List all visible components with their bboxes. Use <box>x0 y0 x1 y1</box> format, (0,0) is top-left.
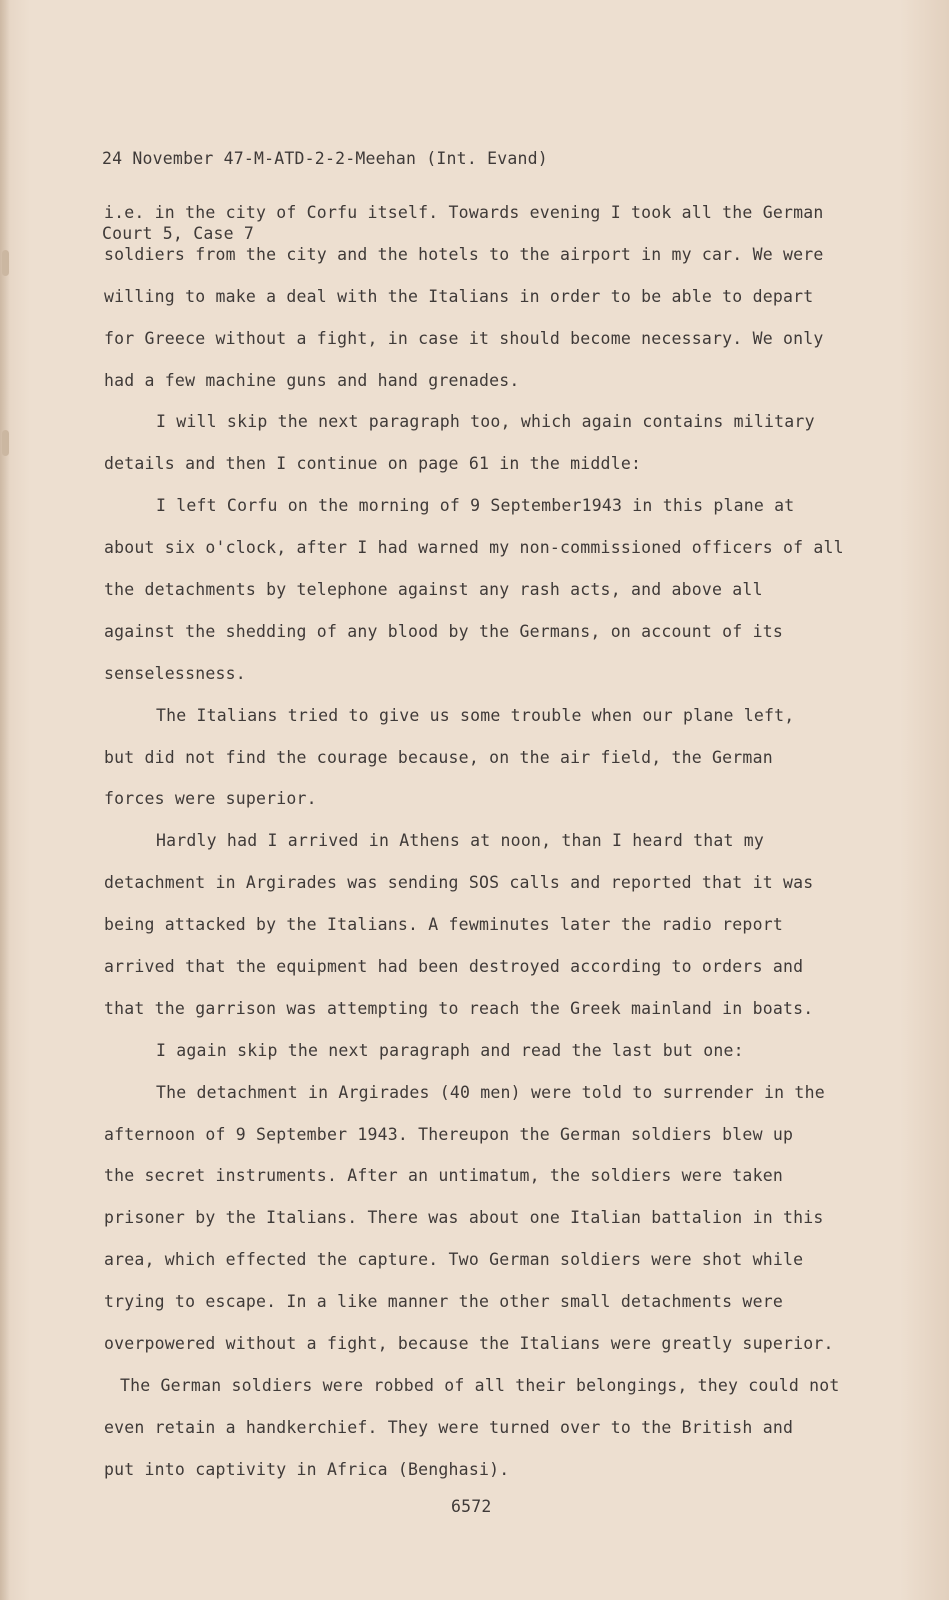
text-line: afternoon of 9 September 1943. Thereupon the German soldiers blew up <box>104 1124 794 1144</box>
text-line: being attacked by the Italians. A fewminutes later the radio report <box>104 915 783 935</box>
text-line: about six o'clock, after I had warned my non-commissioned officers of all <box>104 538 844 558</box>
text-line: i.e. in the city of Corfu itself. Towards evening I took all the German <box>104 203 824 222</box>
text-line: for Greece without a fight, in case it should become necessary. We only <box>104 328 824 348</box>
text-line: senselessness. <box>104 663 246 683</box>
text-line: soldiers from the city and the hotels to the airport in my car. We were <box>104 244 824 264</box>
transcript-body <box>104 192 844 1491</box>
page-left-edge <box>0 0 10 1600</box>
text-line: trying to escape. In a like manner the other small detachments were <box>104 1292 783 1312</box>
paragraph-start-line: I left Corfu on the morning of 9 September1943 in this plane at <box>156 496 795 516</box>
text-line: that the garrison was attempting to reach the Greek mainland in boats. <box>104 998 814 1018</box>
text-line: willing to make a deal with the Italians in order to be able to depart <box>104 286 814 306</box>
text-line: details and then I continue on page 61 in the middle: <box>104 454 642 474</box>
paragraph-start-line: The Italians tried to give us some trouble when our plane left, <box>156 705 795 725</box>
text-line: had a few machine guns and hand grenades. <box>104 370 520 390</box>
paragraph-start-line: The detachment in Argirades (40 men) were told to surrender in the <box>156 1082 825 1102</box>
paragraph-start-line: I again skip the next paragraph and read the last but one: <box>156 1040 744 1060</box>
paragraph-start-line: The German soldiers were robbed of all their belongings, they could not <box>120 1375 840 1395</box>
paragraph-start-line: Hardly had I arrived in Athens at noon, than I heard that my <box>156 831 765 851</box>
text-line: the secret instruments. After an untimatum, the soldiers were taken <box>104 1166 783 1186</box>
text-line: area, which effected the capture. Two German soldiers were shot while <box>104 1250 804 1270</box>
page-number: 6572 <box>451 1497 492 1516</box>
punch-hole-mark <box>2 430 9 456</box>
text-line: forces were superior. <box>104 789 317 809</box>
header-line-1: 24 November 47-M-ATD-2-2-Meehan (Int. Evand) <box>102 149 548 168</box>
text-line: overpowered without a fight, because the Italians were greatly superior. <box>104 1334 834 1354</box>
text-line: detachment in Argirades was sending SOS calls and reported that it was <box>104 873 814 893</box>
text-line: even retain a handkerchief. They were turned over to the British and <box>104 1417 794 1437</box>
text-line: arrived that the equipment had been destroyed according to orders and <box>104 957 804 977</box>
text-line: put into captivity in Africa (Benghasi). <box>104 1459 510 1479</box>
text-line: but did not find the courage because, on the air field, the German <box>104 747 773 767</box>
text-line: prisoner by the Italians. There was about one Italian battalion in this <box>104 1208 824 1228</box>
paragraph-start-line: I will skip the next paragraph too, which again contains military <box>156 412 815 432</box>
text-line: the detachments by telephone against any rash acts, and above all <box>104 580 763 600</box>
header-line-2: Court 5, Case 7 <box>102 224 255 243</box>
text-line: against the shedding of any blood by the Germans, on account of its <box>104 621 783 641</box>
punch-hole-mark <box>2 250 9 276</box>
